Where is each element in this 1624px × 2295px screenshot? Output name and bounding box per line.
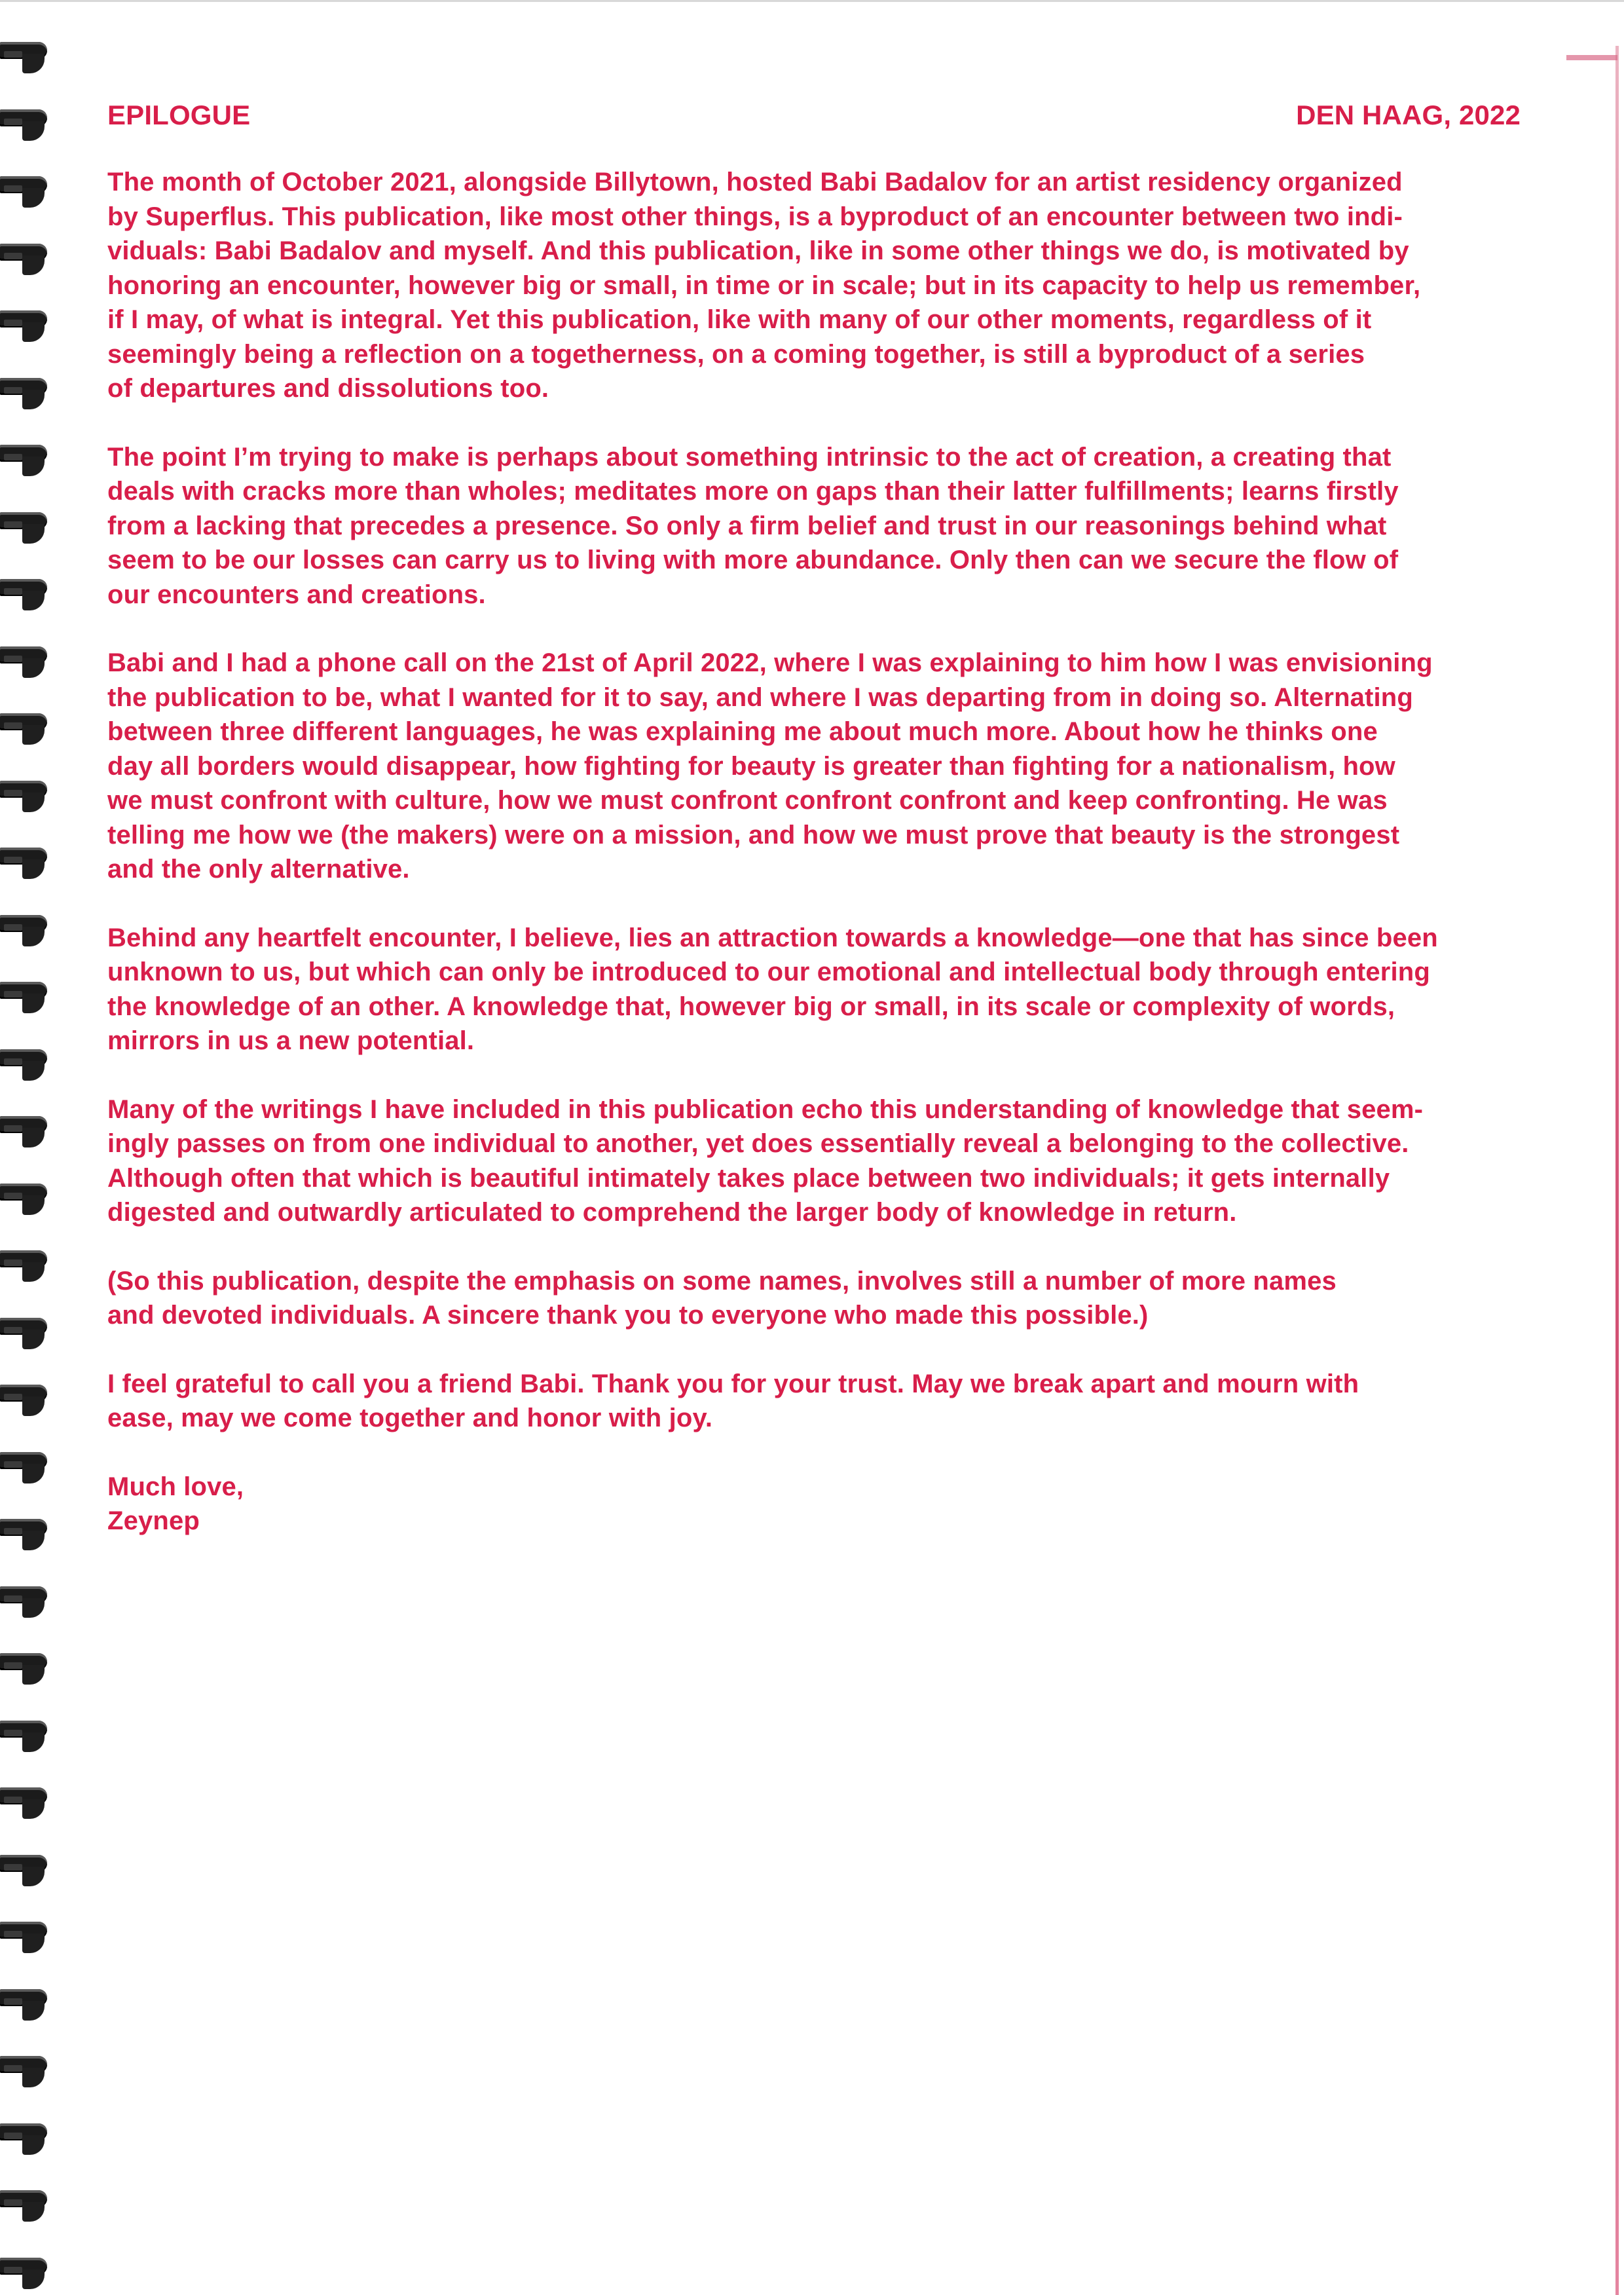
text-line: and the only alternative. — [107, 855, 410, 884]
binding-coil — [0, 906, 60, 946]
page-top-edge — [0, 0, 1624, 2]
binding-coil — [0, 2047, 60, 2087]
text-line: we must confront with culture, how we must confront confront confront and keep confronting. He was — [107, 786, 1388, 815]
binding-coil — [0, 503, 60, 544]
binding-coil — [0, 1375, 60, 1416]
paragraph-4 — [107, 921, 1581, 1058]
closing-line: Much love, — [107, 1472, 244, 1501]
author-name: Zeynep — [107, 1506, 200, 1535]
binding-coil — [0, 973, 60, 1013]
text-line: our encounters and creations. — [107, 580, 486, 609]
paragraph-5 — [107, 1092, 1581, 1230]
text-line: deals with cracks more than wholes; meditates more on gaps than their latter fulfillments; learns firstly — [107, 477, 1399, 506]
text-line: Although often that which is beautiful intimately takes place between two individuals; it gets internally — [107, 1163, 1390, 1193]
page-right-edge — [1615, 46, 1619, 2295]
binding-coil — [0, 704, 60, 745]
binding-coil — [0, 2114, 60, 2155]
binding-coil — [0, 234, 60, 275]
text-line: the publication to be, what I wanted for it to say, and where I was departing from in doing so. Alternating — [107, 682, 1413, 712]
binding-coil — [0, 772, 60, 812]
binding-coil — [0, 1510, 60, 1550]
text-line: The month of October 2021, alongside Billytown, hosted Babi Badalov for an artist residency organized — [107, 168, 1403, 196]
binding-coil — [0, 1040, 60, 1081]
binding-coil — [0, 570, 60, 610]
paragraph-7 — [107, 1367, 1581, 1436]
text-line: between three different languages, he was explaining me about much more. About how he thinks one — [107, 717, 1378, 746]
binding-coil — [0, 436, 60, 476]
binding-coil — [0, 1846, 60, 1886]
binding-coil — [0, 1644, 60, 1685]
binding-coil — [0, 1174, 60, 1215]
text-line: ingly passes on from one individual to another, yet does essentially reveal a belonging to the collective. — [107, 1129, 1409, 1158]
text-line: viduals: Babi Badalov and myself. And this publication, like in some other things we do, is motivated by — [107, 236, 1409, 265]
text-line: mirrors in us a new potential. — [107, 1026, 475, 1055]
binding-coil — [0, 100, 60, 141]
page-header — [107, 98, 1581, 139]
paragraph-3 — [107, 646, 1581, 887]
epilogue-text — [107, 98, 1581, 1539]
text-line: Many of the writings I have included in this publication echo this understanding of knowledge that seem- — [107, 1094, 1424, 1124]
binding-coil — [0, 33, 60, 73]
binding-coil — [0, 1443, 60, 1483]
text-line: and devoted individuals. A sincere thank you to everyone who made this possible.) — [107, 1301, 1149, 1330]
binding-coil — [0, 2248, 60, 2289]
text-line: Babi and I had a phone call on the 21st of April 2022, where I was explaining to him how I was envisioning — [107, 648, 1433, 677]
binding-coil — [0, 1912, 60, 1953]
binding-coil — [0, 1309, 60, 1349]
text-line: seem to be our losses can carry us to living with more abundance. Only then can we secure the flow of — [107, 546, 1399, 574]
text-line: honoring an encounter, however big or small, in time or in scale; but in its capacity to help us remember, — [107, 271, 1421, 300]
text-line: unknown to us, but which can only be introduced to our emotional and intellectual body through entering — [107, 958, 1430, 986]
text-line: if I may, of what is integral. Yet this publication, like with many of our other moments, regardless of it — [107, 305, 1372, 334]
binding-coil — [0, 1241, 60, 1282]
spiral-binding — [0, 0, 65, 2295]
binding-coil — [0, 1711, 60, 1752]
page-edge-tab — [1566, 55, 1617, 60]
text-line: ease, may we come together and honor with joy. — [107, 1404, 713, 1432]
text-line: telling me how we (the makers) were on a mission, and how we must prove that beauty is the strongest — [107, 820, 1400, 849]
text-line: (So this publication, despite the emphasis on some names, involves still a number of more names — [107, 1266, 1337, 1296]
section-title: EPILOGUE — [107, 100, 251, 130]
text-line: by Superflus. This publication, like most other things, is a byproduct of an encounter between two indi- — [107, 202, 1403, 231]
text-line: Behind any heartfelt encounter, I believe, lies an attraction towards a knowledge—one that has since been — [107, 923, 1438, 952]
binding-coil — [0, 1980, 60, 2021]
binding-coil — [0, 1778, 60, 1819]
paragraph-2 — [107, 440, 1581, 612]
place-date: DEN HAAG, 2022 — [1296, 100, 1521, 130]
binding-coil — [0, 1107, 60, 1148]
text-line: day all borders would disappear, how fighting for beauty is greater than fighting for a nationalism, how — [107, 751, 1395, 781]
text-line: digested and outwardly articulated to comprehend the larger body of knowledge in return. — [107, 1198, 1237, 1227]
binding-coil — [0, 369, 60, 409]
text-line: seemingly being a reflection on a togetherness, on a coming together, is still a byproduct of a series — [107, 339, 1365, 369]
signoff — [107, 1470, 1581, 1539]
binding-coil — [0, 301, 60, 342]
binding-coil — [0, 838, 60, 879]
binding-coil — [0, 1577, 60, 1618]
text-line: The point I’m trying to make is perhaps about something intrinsic to the act of creation, a creating that — [107, 442, 1392, 472]
binding-coil — [0, 2181, 60, 2222]
text-line: I feel grateful to call you a friend Babi. Thank you for your trust. May we break apart and mourn with — [107, 1369, 1359, 1398]
paragraph-6 — [107, 1264, 1581, 1333]
paragraph-1 — [107, 165, 1581, 406]
binding-coil — [0, 167, 60, 208]
text-line: the knowledge of an other. A knowledge that, however big or small, in its scale or complexity of words, — [107, 992, 1395, 1021]
text-line: of departures and dissolutions too. — [107, 374, 549, 403]
text-line: from a lacking that precedes a presence. So only a firm belief and trust in our reasonings behind what — [107, 511, 1387, 540]
binding-coil — [0, 637, 60, 678]
